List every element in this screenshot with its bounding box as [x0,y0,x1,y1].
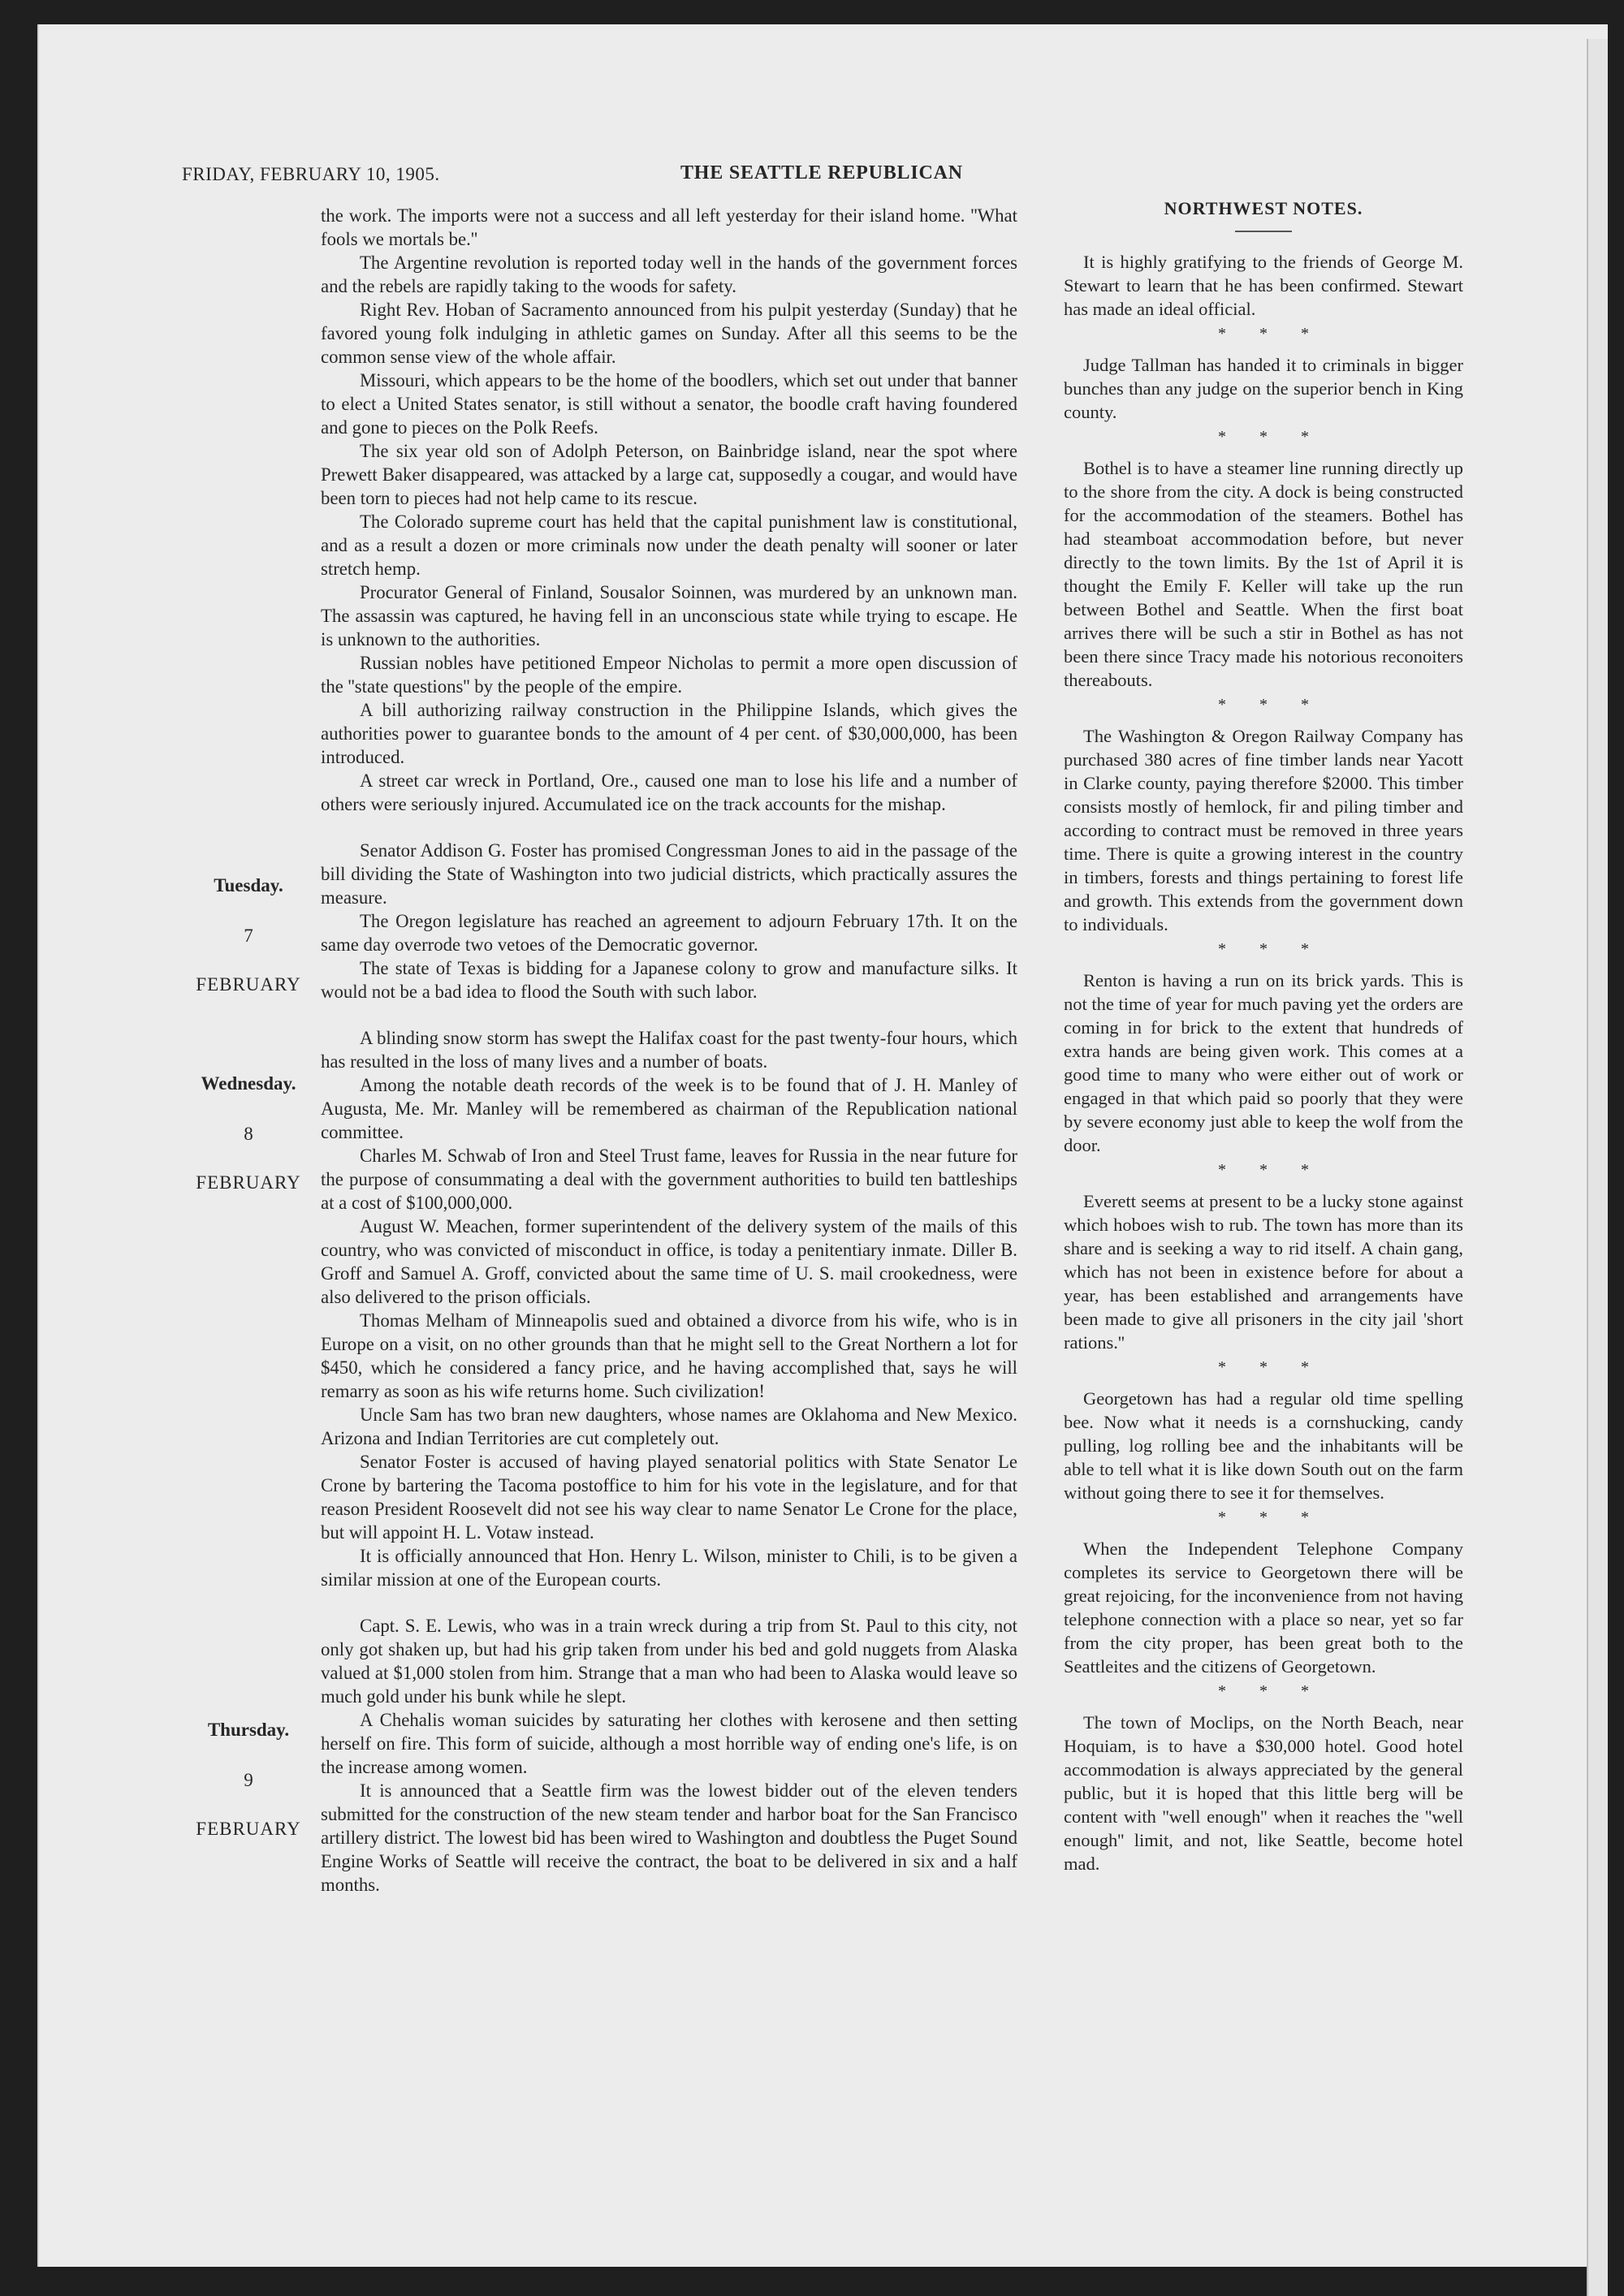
news-item: August W. Meachen, former superintendent of the delivery system of the mails of this country, who was convicted of misconduct in office, is today a penitentiary inmate. Diller B. Groff and Samuel A. Groff, convicted about the same time of U. S. mail crookedness, were also delivered to the prison officials. [321,1216,1017,1307]
page-edge [1587,39,1608,2296]
thursday-section [321,1614,1017,1897]
news-item: A street car wreck in Portland, Ore., caused one man to lose his life and a number of others were seriously injured. Accumulated ice on the track accounts for the mishap. [321,770,1017,814]
northwest-notes-column [1064,198,1463,1875]
monday-section [321,204,1017,816]
note-item: Everett seems at present to be a lucky stone against which hoboes wish to rub. The town has more than its share and is seeking a way to rid itself. A chain gang, which has not been in existence before for about a year, has been established and arrangements have been made to give all prisoners in the city jail 'short rations.'' [1064,1191,1463,1353]
day-gap [321,1003,1017,1026]
day-marker-wednesday [184,1073,313,1198]
star-separator: * * * [1218,696,1324,714]
news-item: Senator Addison G. Foster has promised Congressman Jones to aid in the passage of the bill dividing the State of Washington into two judicial districts, which practically assures the measure. [321,840,1017,908]
day-marker-date: 7 [244,926,253,946]
day-marker-tuesday [184,875,313,1000]
news-item: It is announced that a Seattle firm was the lowest bidder out of the eleven tenders submitted for the construction of the new steam tender and harbor boat for the San Francisco artillery district. The lowest bid has been wired to Washington and doubtless the Puget Sound Engine Works of Seattle will receive the contract, the boat to be delivered in six and a half months. [321,1780,1017,1895]
note-item: Georgetown has had a regular old time spelling bee. Now what it needs is a cornshucking, candy pulling, log rolling bee and the inhabitants will be able to tell what it is like down South out on the farm without going there to see it for themselves. [1064,1388,1463,1503]
news-item: Missouri, which appears to be the home of the boodlers, which set out under that banner to elect a United States senator, is still without a senator, the boodle craft having foundered and gone to pieces on the Polk Reefs. [321,370,1017,438]
day-marker-weekday: Tuesday. [214,875,283,896]
note-item: It is highly gratifying to the friends of George M. Stewart to learn that he has been confirmed. Stewart has made an ideal official. [1064,252,1463,319]
news-item: A bill authorizing railway construction in the Philippine Islands, which gives the authorities power to guarantee bonds to the amount of 4 per cent. of $30,000,000, has been introduced. [321,700,1017,767]
tuesday-section [321,839,1017,1003]
day-marker-weekday: Wednesday. [201,1073,296,1094]
wednesday-section [321,1026,1017,1591]
star-separator: * * * [1218,1358,1324,1376]
issue-date: FRIDAY, FEBRUARY 10, 1905. [182,164,440,184]
news-item: The Colorado supreme court has held that the capital punishment law is constitutional, and as a result a dozen or more criminals now under the death penalty will sooner or later stretch hemp. [321,511,1017,579]
star-separator: * * * [1218,1508,1324,1526]
star-separator: * * * [1218,428,1324,446]
star-separator: * * * [1218,1161,1324,1179]
running-head [182,164,994,196]
news-item: Charles M. Schwab of Iron and Steel Trust fame, leaves for Russia in the near future for the purpose of consummating a deal with the government authorities to build ten battleships at a cost of $100,000,000. [321,1146,1017,1213]
day-marker-month: FEBRUARY [196,1819,301,1839]
news-item: The Oregon legislature has reached an agreement to adjourn February 17th. It on the same day overrode two vetoes of the Democratic governor. [321,911,1017,955]
news-item: The six year old son of Adolph Peterson, on Bainbridge island, near the spot where Prewett Baker disappeared, was attacked by a large cat, supposedly a cougar, and would have been torn to pieces had not help came to its rescue. [321,441,1017,508]
news-item: Right Rev. Hoban of Sacramento announced from his pulpit yesterday (Sunday) that he favored young folk indulging in athletic games on Sunday. After all this seems to be the common sense view of the whole affair. [321,300,1017,367]
day-marker-month: FEBRUARY [196,974,301,995]
star-separator: * * * [1218,1682,1324,1700]
day-marker-thursday [184,1720,313,1845]
note-item: Renton is having a run on its brick yards. This is not the time of year for much paving yet the orders are coming in for brick to the extent that hundreds of extra hands are being given work. This comes at a good time to many who were either out of work or engaged in that which paid so poorly that they were by severe economy just able to keep the wolf from the door. [1064,970,1463,1155]
news-item: Capt. S. E. Lewis, who was in a train wreck during a trip from St. Paul to this city, not only got shaken up, but had his grip taken from under his bed and gold nuggets from Alaska valued at $1,000 stolen from him. Strange that a man who had been to Alaska would leave so much gold under his bunk while he slept. [321,1616,1017,1707]
note-item: When the Independent Telephone Company completes its service to Georgetown there will be great rejoicing, for the inconvenience from not having telephone connection with a place so near, yet so far from the city proper, has been great both to the Seattleites and the citizens of Georgetown. [1064,1539,1463,1677]
title-rule [1235,231,1292,232]
note-item: Bothel is to have a steamer line running directly up to the shore from the city. A dock is being constructed for the accommodation of the steamers. Bothel has had steamboat accommodation before, but never directly to the town limits. By the 1st of April it is thought the Emily F. Keller will take up the run between Bothel and Seattle. When the first boat arrives there will be such a stir in Bothel as has not been there since Tracy made his notorious reconoiters thereabouts. [1064,458,1463,690]
day-gap [321,1591,1017,1614]
news-item: Thomas Melham of Minneapolis sued and obtained a divorce from his wife, who is in Europe on a visit, on no other grounds than that he might sell to the Great Northern a lot for $450, which he considered a fancy price, and he having accomplished that, says he will remarry as soon as his wife returns home. Such civilization! [321,1310,1017,1401]
star-separator: * * * [1218,940,1324,958]
day-marker-weekday: Thursday. [207,1720,290,1740]
news-item: Senator Foster is accused of having played senatorial politics with State Senator Le Crone by bartering the Tacoma postoffice to him for his vote in the legislature, and for that reason President Roosevelt did not see his way clear to name Senator Le Crone for the place, but will appoint H. L. Votaw instead. [321,1452,1017,1543]
day-marker-month: FEBRUARY [196,1172,301,1193]
news-column [321,204,1017,1897]
masthead-title: THE SEATTLE REPUBLICAN [680,162,963,183]
news-item: The state of Texas is bidding for a Japanese colony to grow and manufacture silks. It would not be a bad idea to flood the South with such labor. [321,958,1017,1002]
news-item: Uncle Sam has two bran new daughters, whose names are Oklahoma and New Mexico. Arizona and Indian Territories are cut completely out. [321,1405,1017,1448]
note-item: Judge Tallman has handed it to criminals in bigger bunches than any judge on the superior bench in King county. [1064,355,1463,422]
news-item: A Chehalis woman suicides by saturating her clothes with kerosene and then setting herself on fire. This form of suicide, although a most horrible way of ending one's life, is on the increase among women. [321,1710,1017,1777]
day-marker-date: 9 [244,1770,253,1790]
note-item: The Washington & Oregon Railway Company has purchased 380 acres of fine timber lands near Yacott in Clarke county, paying therefore $2000. This timber consists mostly of hemlock, fir and piling timber and according to contract must be removed in three years time. There is quite a growing interest in the country in timbers, forests and things pertaining to forest life and growth. This extends from the government down to individuals. [1064,726,1463,934]
news-item: A blinding snow storm has swept the Halifax coast for the past twenty-four hours, which has resulted in the loss of many lives and a number of boats. [321,1028,1017,1072]
news-item: Russian nobles have petitioned Empeor Nicholas to permit a more open discussion of the ''state questions'' by the people of the empire. [321,653,1017,697]
star-separator: * * * [1218,325,1324,343]
news-item: The Argentine revolution is reported today well in the hands of the government forces and the rebels are rapidly taking to the woods for safety. [321,252,1017,296]
day-marker-date: 8 [244,1124,253,1144]
news-item: Procurator General of Finland, Sousalor Soinnen, was murdered by an unknown man. The assassin was captured, he having fell in an unconscious state while trying to escape. He is unknown to the authorities. [321,582,1017,650]
news-item: the work. The imports were not a success and all left yesterday for their island home. ''What fools we mortals be.'' [321,205,1017,249]
day-gap [321,816,1017,839]
news-item: Among the notable death records of the week is to be found that of J. H. Manley of Augusta, Me. Mr. Manley will be remembered as chairman of the Republication national committee. [321,1075,1017,1142]
note-item: The town of Moclips, on the North Beach, near Hoquiam, is to have a $30,000 hotel. Good hotel accommodation is always appreciated by the general public, but it is hoped that this little berg will be content with ''well enough'' when it reaches the ''well enough'' limit, and not, like Seattle, become hotel mad. [1064,1712,1463,1874]
section-title: NORTHWEST NOTES. [1164,198,1363,218]
news-item: It is officially announced that Hon. Henry L. Wilson, minister to Chili, is to be given a similar mission at one of the European courts. [321,1546,1017,1590]
